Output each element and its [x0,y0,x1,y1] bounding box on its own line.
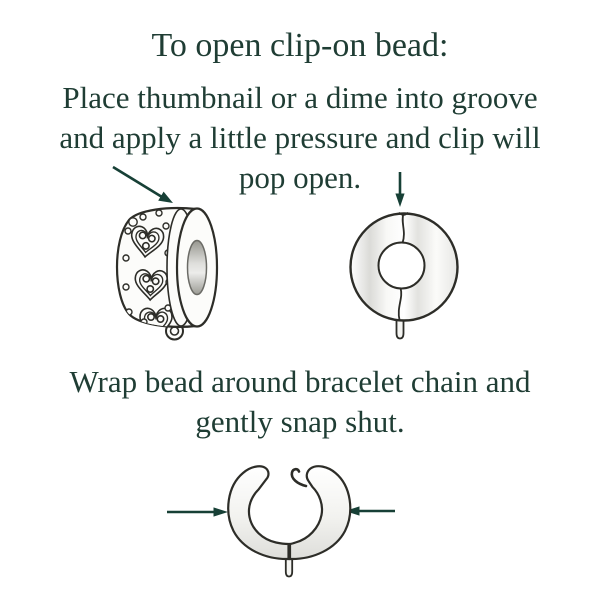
page-title: To open clip-on bead: [151,27,449,64]
step1-line1: Place thumbnail or a dime into groove [62,80,538,115]
step1-line3: pop open. [238,160,362,195]
latch-hook [292,469,306,486]
step2-line1: Wrap bead around bracelet chain and [69,364,531,399]
bead-hole [188,241,207,295]
step2-line2: gently snap shut. [195,404,405,439]
step2-instructions [0,362,600,442]
groove-bead-illustration [351,213,458,339]
open-bead-illustration [228,466,350,576]
step1-instructions [0,78,600,198]
decorated-bead-illustration [117,208,217,339]
arrow-left-press-icon [167,507,228,516]
step1-line2: and apply a little pressure and clip will [59,120,541,155]
arrow-right-press-icon [345,506,395,515]
hinge-pin [397,320,404,339]
